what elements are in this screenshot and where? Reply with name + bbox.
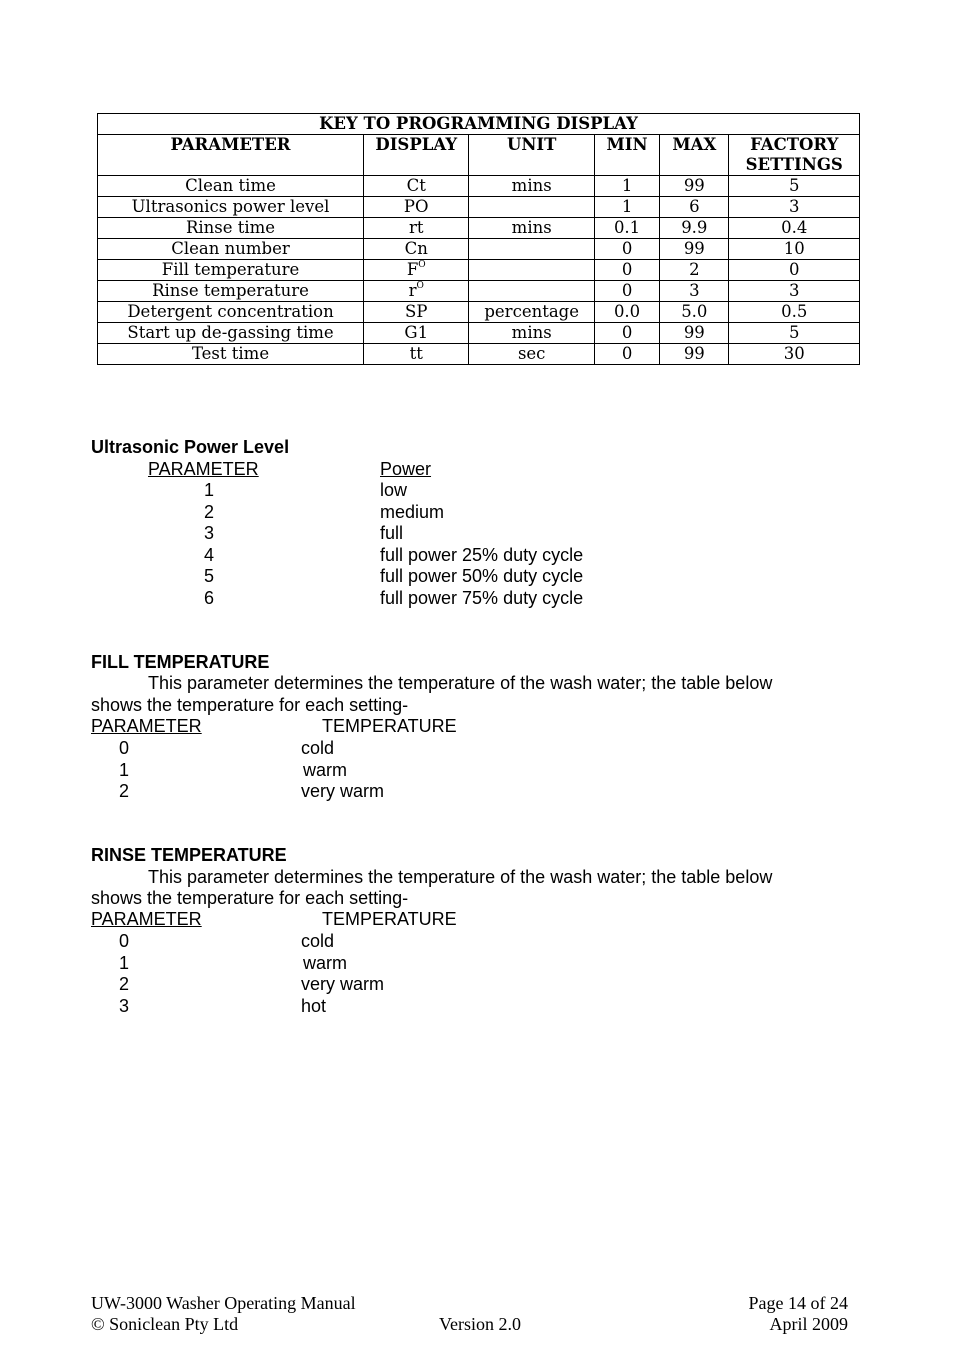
cell-min: 0 bbox=[594, 344, 659, 365]
cell-parameter: Fill temperature bbox=[98, 260, 364, 281]
ultrasonic-col-power: Power bbox=[380, 459, 432, 479]
cell-unit bbox=[469, 197, 594, 218]
ultrasonic-row-value: full power 50% duty cycle bbox=[380, 566, 584, 586]
cell-unit: percentage bbox=[469, 302, 594, 323]
cell-parameter: Ultrasonics power level bbox=[98, 197, 364, 218]
cell-unit: mins bbox=[469, 176, 594, 197]
fill-col-temperature: TEMPERATURE bbox=[322, 716, 457, 736]
cell-unit bbox=[469, 239, 594, 260]
fill-row-value: cold bbox=[301, 738, 335, 758]
cell-unit: mins bbox=[469, 323, 594, 344]
rinse-row-value: cold bbox=[301, 931, 335, 951]
ultrasonic-row-value: full power 25% duty cycle bbox=[380, 544, 584, 565]
cell-max: 99 bbox=[660, 239, 729, 260]
table-title: KEY TO PROGRAMMING DISPLAY bbox=[98, 114, 860, 135]
cell-parameter: Detergent concentration bbox=[98, 302, 364, 323]
header-parameter: PARAMETER bbox=[98, 135, 364, 176]
fill-row-parameter: 1 bbox=[119, 759, 130, 780]
cell-max: 99 bbox=[660, 323, 729, 344]
rinse-row-parameter: 2 bbox=[119, 974, 130, 994]
cell-display: $F^O$ bbox=[364, 260, 469, 281]
cell-max: 6 bbox=[660, 197, 729, 218]
rinse-row-value: very warm bbox=[301, 974, 385, 994]
cell-unit bbox=[469, 281, 594, 302]
fill-col-parameter: PARAMETER bbox=[91, 716, 202, 736]
ultrasonic-row-parameter: 1 bbox=[204, 480, 215, 500]
cell-min: 0.1 bbox=[594, 218, 659, 239]
header-min: MIN bbox=[594, 135, 659, 176]
cell-factory-setting: 0.5 bbox=[729, 302, 860, 323]
ultrasonic-row-value: full bbox=[380, 523, 404, 543]
cell-max: 3 bbox=[660, 281, 729, 302]
cell-factory-setting: 0 bbox=[729, 260, 860, 281]
fill-description-line1: This parameter determines the temperature of the wash water; the table below bbox=[148, 673, 773, 693]
cell-display: tt bbox=[364, 344, 469, 365]
cell-display: G1 bbox=[364, 323, 469, 344]
cell-max: 99 bbox=[660, 176, 729, 197]
ultrasonic-row-parameter: 2 bbox=[204, 501, 215, 522]
cell-factory-setting: 0.4 bbox=[729, 218, 860, 239]
rinse-col-header bbox=[91, 909, 467, 930]
cell-parameter: Clean time bbox=[98, 176, 364, 197]
footer-version: Version 2.0 bbox=[439, 1314, 521, 1334]
rinse-row-parameter: 1 bbox=[119, 952, 130, 973]
cell-parameter: Start up de-gassing time bbox=[98, 323, 364, 344]
display-superscript: O bbox=[416, 281, 424, 291]
ultrasonic-row-value: medium bbox=[380, 501, 445, 522]
cell-unit: sec bbox=[469, 344, 594, 365]
cell-factory-setting: 10 bbox=[729, 239, 860, 260]
table-row bbox=[98, 260, 860, 281]
ultrasonic-row-parameter: 5 bbox=[204, 566, 215, 586]
cell-parameter: Test time bbox=[98, 344, 364, 365]
ultrasonic-row-value: low bbox=[380, 480, 408, 500]
footer-date: April 2009 bbox=[769, 1314, 848, 1334]
fill-description-line2: shows the temperature for each setting- bbox=[91, 695, 409, 715]
fill-row-parameter: 0 bbox=[119, 738, 130, 758]
ultrasonic-row-parameter: 4 bbox=[204, 544, 215, 565]
rinse-row-parameter: 0 bbox=[119, 931, 130, 951]
fill-row-value: very warm bbox=[301, 781, 385, 801]
header-display: DISPLAY bbox=[364, 135, 469, 176]
rinse-col-temperature: TEMPERATURE bbox=[322, 909, 457, 929]
footer-copyright: © Soniclean Pty Ltd bbox=[91, 1314, 239, 1334]
table-row bbox=[98, 323, 860, 344]
programming-display-table bbox=[97, 113, 860, 365]
ultrasonic-row-value: full power 75% duty cycle bbox=[380, 587, 584, 608]
cell-unit bbox=[469, 260, 594, 281]
cell-factory-setting: 30 bbox=[729, 344, 860, 365]
table-row bbox=[98, 176, 860, 197]
cell-min: 0.0 bbox=[594, 302, 659, 323]
cell-factory-setting: 3 bbox=[729, 197, 860, 218]
cell-parameter: Rinse temperature bbox=[98, 281, 364, 302]
ultrasonic-heading: Ultrasonic Power Level bbox=[91, 437, 290, 457]
cell-parameter: Clean number bbox=[98, 239, 364, 260]
footer-page-number: Page 14 of 24 bbox=[748, 1293, 848, 1313]
cell-min: 1 bbox=[594, 197, 659, 218]
cell-min: 0 bbox=[594, 239, 659, 260]
cell-display: SP bbox=[364, 302, 469, 323]
fill-col-header bbox=[91, 716, 467, 737]
cell-display: Ct bbox=[364, 176, 469, 197]
fill-heading: FILL TEMPERATURE bbox=[91, 652, 270, 672]
cell-parameter: Rinse time bbox=[98, 218, 364, 239]
footer-manual-title: UW-3000 Washer Operating Manual bbox=[91, 1293, 356, 1313]
fill-row-parameter: 2 bbox=[119, 781, 130, 801]
fill-row-value: warm bbox=[303, 759, 347, 780]
table-row bbox=[98, 344, 860, 365]
table-row bbox=[98, 302, 860, 323]
display-superscript: O bbox=[418, 260, 426, 270]
cell-min: 0 bbox=[594, 323, 659, 344]
header-factory-settings: FACTORY SETTINGS bbox=[729, 135, 860, 176]
cell-factory-setting: 5 bbox=[729, 176, 860, 197]
table-header-row bbox=[98, 135, 860, 176]
table-row bbox=[98, 239, 860, 260]
table-row bbox=[98, 281, 860, 302]
cell-unit: mins bbox=[469, 218, 594, 239]
cell-display: $r^O$ bbox=[364, 281, 469, 302]
cell-min: 1 bbox=[594, 176, 659, 197]
rinse-description-line2: shows the temperature for each setting- bbox=[91, 888, 409, 908]
cell-display: rt bbox=[364, 218, 469, 239]
cell-factory-setting: 3 bbox=[729, 281, 860, 302]
cell-max: 9.9 bbox=[660, 218, 729, 239]
ultrasonic-row-parameter: 3 bbox=[204, 523, 215, 543]
cell-max: 99 bbox=[660, 344, 729, 365]
rinse-row-value: hot bbox=[301, 995, 327, 1016]
cell-display: PO bbox=[364, 197, 469, 218]
ultrasonic-col-parameter: PARAMETER bbox=[148, 459, 259, 479]
cell-factory-setting: 5 bbox=[729, 323, 860, 344]
rinse-row-parameter: 3 bbox=[119, 995, 130, 1016]
cell-min: 0 bbox=[594, 281, 659, 302]
rinse-row-value: warm bbox=[303, 952, 347, 973]
table-row bbox=[98, 218, 860, 239]
header-unit: UNIT bbox=[469, 135, 594, 176]
header-max: MAX bbox=[660, 135, 729, 176]
cell-max: 2 bbox=[660, 260, 729, 281]
rinse-heading: RINSE TEMPERATURE bbox=[91, 845, 287, 865]
ultrasonic-row-parameter: 6 bbox=[204, 587, 215, 608]
rinse-col-parameter: PARAMETER bbox=[91, 909, 202, 929]
cell-min: 0 bbox=[594, 260, 659, 281]
rinse-description-line1: This parameter determines the temperature of the wash water; the table below bbox=[148, 867, 773, 887]
table-row bbox=[98, 197, 860, 218]
cell-max: 5.0 bbox=[660, 302, 729, 323]
cell-display: Cn bbox=[364, 239, 469, 260]
